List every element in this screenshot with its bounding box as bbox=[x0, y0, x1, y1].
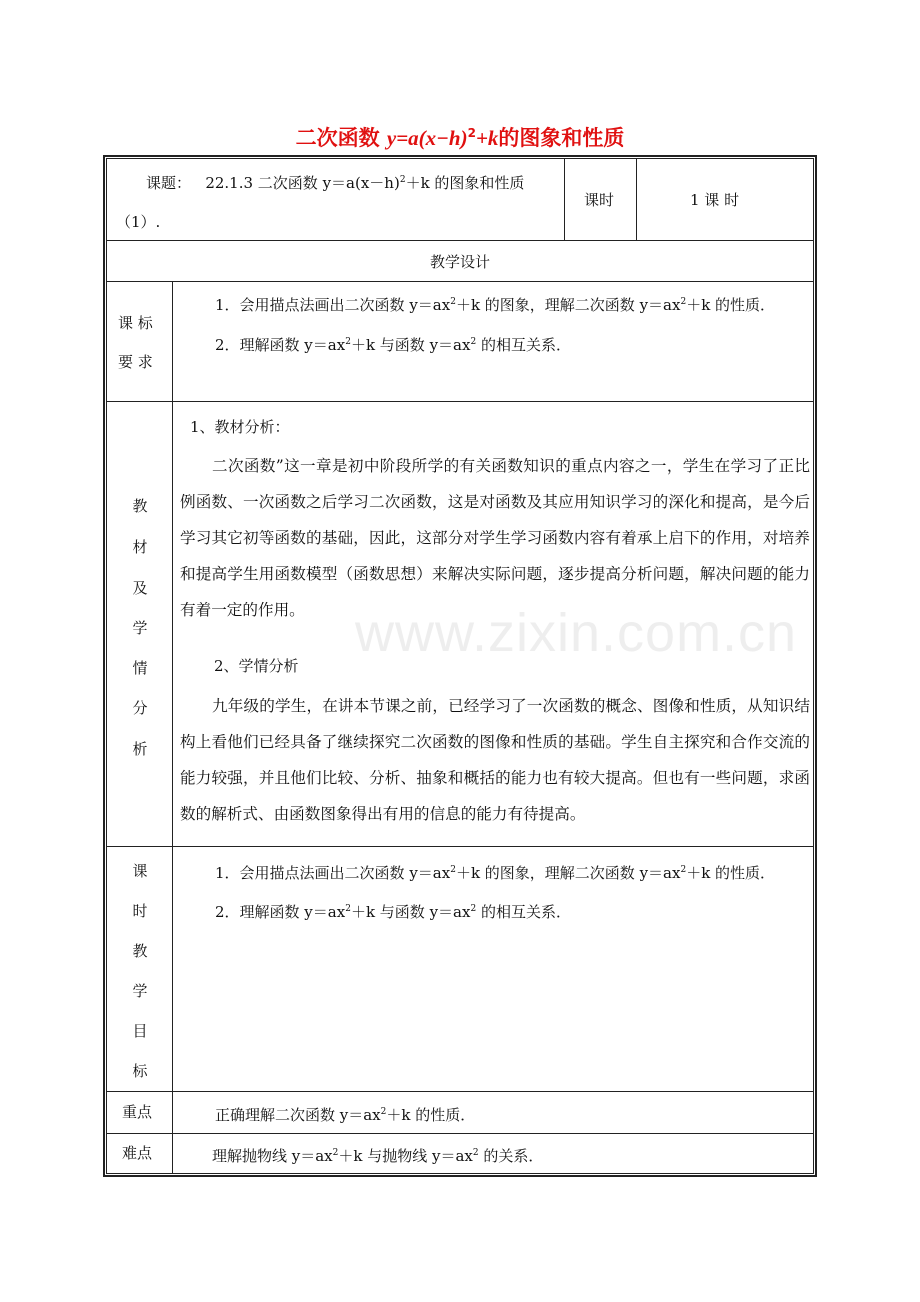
period-value: 1 课 时 bbox=[690, 191, 740, 209]
sup: 2 bbox=[470, 337, 477, 347]
sup: 2 bbox=[470, 904, 477, 914]
analysis-label-char: 学 bbox=[132, 619, 148, 637]
standards-label-2: 要 求 bbox=[118, 353, 153, 371]
objectives-label-char: 教 bbox=[132, 942, 148, 960]
row-divider-4 bbox=[106, 846, 814, 847]
difficulty-text-c: 的关系． bbox=[478, 1147, 544, 1165]
sup: 2 bbox=[450, 865, 456, 875]
difficulty-text bbox=[212, 1143, 543, 1166]
difficulty-text-b: ＋k 与抛物线 y＝ax bbox=[338, 1147, 473, 1165]
analysis-paragraph-1: 二次函数”这一章是初中阶段所学的有关函数知识的重点内容之一，学生在学习了正比例函数、一次函数之后学习二次函数，这是对函数及其应用知识学习的深化和提高，是今后学习其它初等函数的基础，因此，这部分对学生学习函数内容有着承上启下的作用，对培养和提高学生用函数模型（函数思想）来解决实际问题，逐步提高分析问题，解决问题的能力有着一定的作用。 bbox=[180, 457, 810, 619]
row-divider-5 bbox=[106, 1091, 814, 1092]
objectives-item-2-b: ＋k 与函数 y＝ax bbox=[350, 903, 471, 921]
row-divider-3 bbox=[106, 401, 814, 402]
row-divider-6 bbox=[106, 1133, 814, 1134]
title-prefix: 二次函数 bbox=[295, 126, 387, 150]
table-border-right-inner bbox=[813, 158, 814, 1174]
analysis-label-char: 及 bbox=[132, 579, 148, 597]
table-border-left-inner bbox=[106, 158, 107, 1174]
difficulty-label: 难点 bbox=[122, 1144, 153, 1162]
table-border-right bbox=[815, 155, 817, 1177]
standards-item-1-b: ＋k 的图象，理解二次函数 y＝ax bbox=[455, 296, 681, 314]
objectives-item-2-c: 的相互关系． bbox=[476, 903, 571, 921]
table-border-top-inner bbox=[106, 158, 814, 159]
objectives-label-char: 时 bbox=[132, 902, 148, 920]
sup: 2 bbox=[332, 1148, 339, 1158]
topic-text-2: ＋k 的图象和性质 bbox=[405, 174, 525, 192]
objectives-item-2 bbox=[215, 899, 571, 922]
row-divider-2 bbox=[106, 281, 814, 282]
objectives-item-1 bbox=[215, 860, 775, 883]
objectives-item-1-a: 1．会用描点法画出二次函数 y＝ax bbox=[215, 864, 451, 882]
period-label: 课时 bbox=[584, 191, 615, 209]
analysis-label-char: 析 bbox=[132, 740, 148, 758]
title-formula-k: +k bbox=[475, 126, 499, 150]
objectives-label-char: 学 bbox=[132, 982, 148, 1000]
table-border-bottom-inner bbox=[106, 1173, 814, 1174]
sup: 2 bbox=[450, 297, 456, 307]
objectives-label-char: 标 bbox=[132, 1062, 148, 1080]
standards-item-1-c: ＋k 的性质． bbox=[686, 296, 776, 314]
standards-item-2-b: ＋k 与函数 y＝ax bbox=[350, 336, 471, 354]
analysis-paragraph-2: 九年级的学生，在讲本节课之前，已经学习了一次函数的概念、图像和性质，从知识结构上看他们已经具备了继续探究二次函数的图像和性质的基础。学生自主探究和合作交流的能力较强，并且他们比较、分析、抽象和概括的能力也有较大提高。但也有一些问题，求函数的解析式、由函数图象得出有用的信息的能力有待提高。 bbox=[180, 697, 810, 823]
analysis-label-char: 教 bbox=[132, 497, 148, 515]
analysis-label-char: 分 bbox=[132, 699, 148, 717]
table-border-bottom bbox=[103, 1175, 817, 1177]
title-formula: y=a(x−h) bbox=[386, 126, 468, 150]
topic-exponent: 2 bbox=[399, 175, 406, 185]
standards-item-2-a: 2．理解函数 y＝ax bbox=[215, 336, 346, 354]
standards-item-2 bbox=[215, 332, 571, 355]
standards-item-2-c: 的相互关系． bbox=[476, 336, 571, 354]
table-border-left bbox=[103, 155, 105, 1177]
document-title bbox=[0, 122, 920, 152]
standards-item-1 bbox=[215, 292, 775, 315]
topic-line-2: （1）. bbox=[116, 213, 161, 231]
label-col-divider bbox=[172, 281, 173, 1174]
topic-label: 课题： bbox=[146, 174, 192, 192]
standards-item-1-a: 1．会用描点法画出二次函数 y＝ax bbox=[215, 296, 451, 314]
col-divider-1 bbox=[564, 158, 565, 240]
topic-line-1 bbox=[146, 170, 524, 193]
topic-text: 22.1.3 二次函数 y＝a(x－h) bbox=[205, 174, 400, 192]
objectives-item-2-a: 2．理解函数 y＝ax bbox=[215, 903, 346, 921]
key-point-text-a: 正确理解二次函数 y＝ax bbox=[215, 1106, 381, 1124]
title-exponent: 2 bbox=[467, 126, 476, 140]
design-heading: 教学设计 bbox=[429, 253, 490, 271]
sup: 2 bbox=[345, 337, 351, 347]
objectives-item-1-b: ＋k 的图象，理解二次函数 y＝ax bbox=[455, 864, 681, 882]
col-divider-2 bbox=[636, 158, 637, 240]
objectives-item-1-c: ＋k 的性质． bbox=[686, 864, 776, 882]
analysis-subheading-1: 1、教材分析： bbox=[190, 418, 290, 436]
key-point-text bbox=[215, 1102, 475, 1125]
sup: 2 bbox=[680, 865, 687, 875]
key-point-text-b: ＋k 的性质． bbox=[386, 1106, 476, 1124]
key-point-label: 重点 bbox=[122, 1103, 153, 1121]
difficulty-text-a: 理解抛物线 y＝ax bbox=[212, 1147, 333, 1165]
sup: 2 bbox=[472, 1148, 479, 1158]
analysis-subheading-2: 2、学情分析 bbox=[214, 657, 299, 675]
objectives-label-char: 课 bbox=[132, 862, 148, 880]
title-suffix: 的图象和性质 bbox=[498, 126, 625, 150]
row-divider-1 bbox=[106, 240, 814, 241]
table-border-top bbox=[103, 155, 817, 157]
objectives-label-char: 目 bbox=[132, 1022, 148, 1040]
standards-label-1: 课 标 bbox=[118, 314, 153, 332]
sup: 2 bbox=[380, 1107, 387, 1117]
watermark: www.zixin.com.cn bbox=[355, 603, 798, 663]
sup: 2 bbox=[680, 297, 687, 307]
analysis-label-char: 情 bbox=[132, 659, 148, 677]
analysis-label-char: 材 bbox=[132, 538, 148, 556]
sup: 2 bbox=[345, 904, 351, 914]
